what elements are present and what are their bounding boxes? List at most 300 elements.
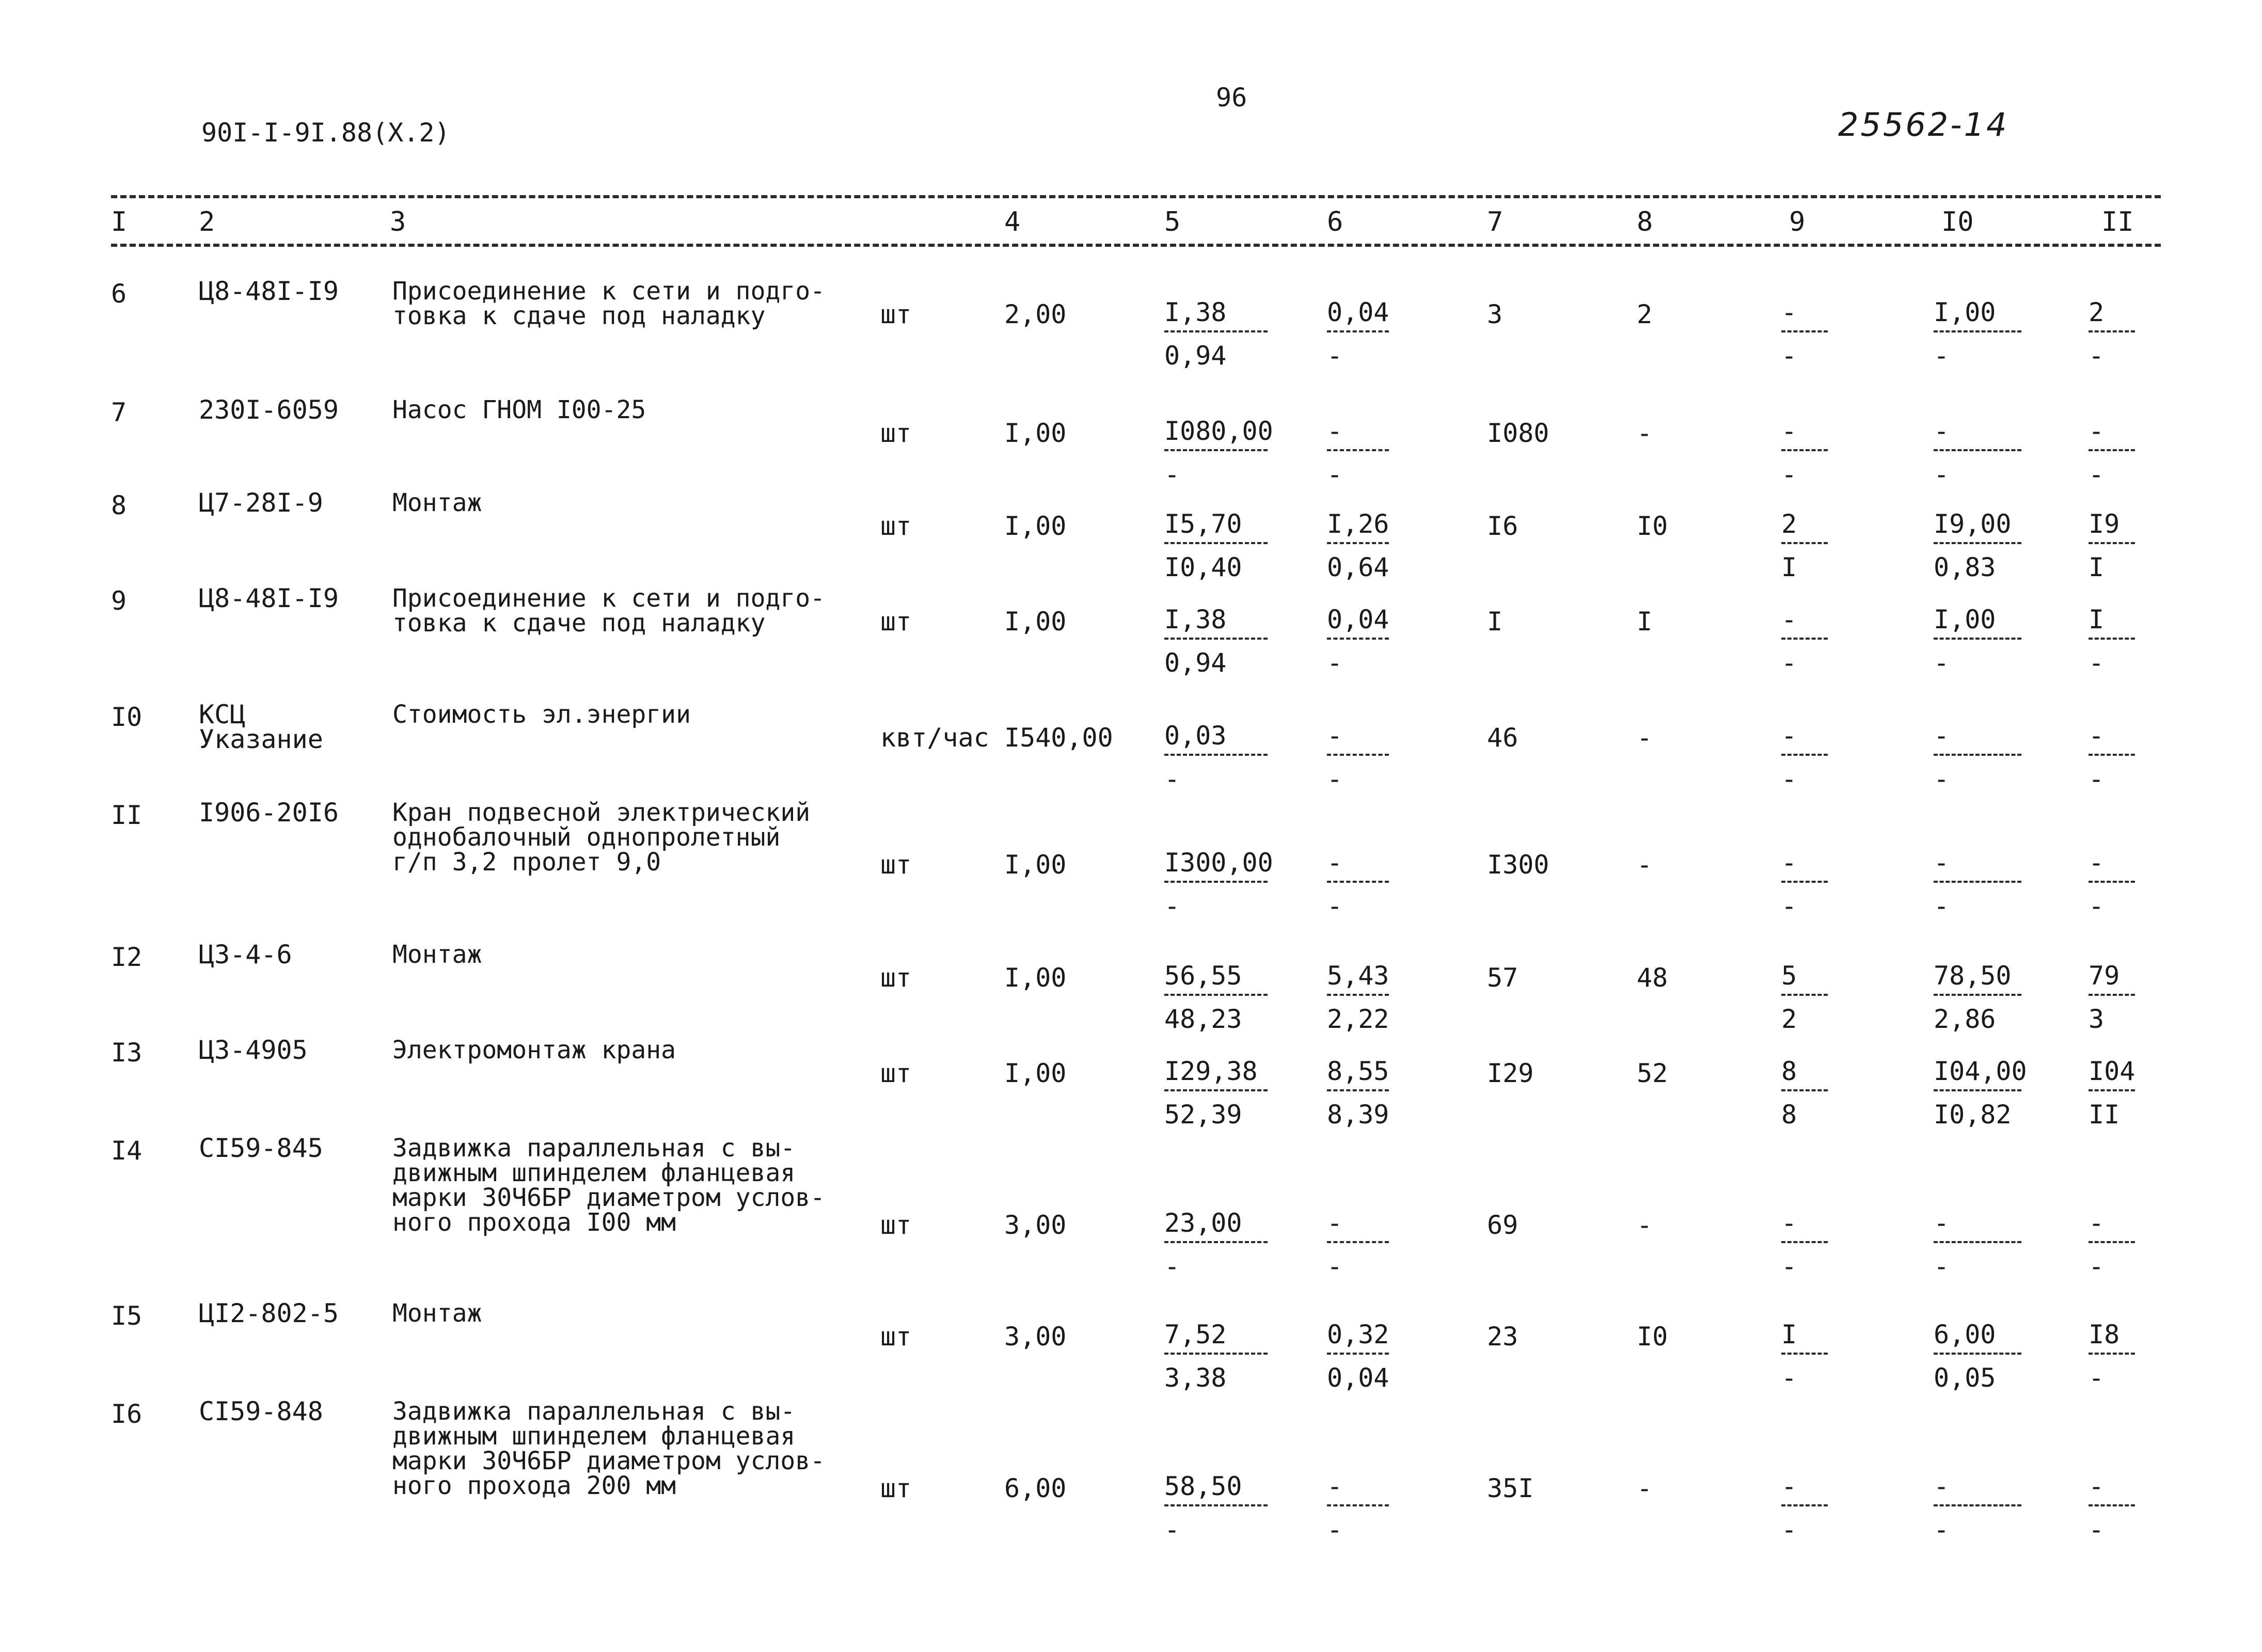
machine-total-denominator: - [1781,459,1797,489]
price-code: 230I-6059 [199,395,339,425]
machine-total-numerator: I [1781,1320,1797,1349]
machine-total [1781,1470,1828,1546]
unit-cost-denominator: 48,23 [1164,1004,1242,1034]
row-number: II [111,800,143,830]
machine-total-numerator: - [1781,721,1797,751]
column-header: I0 [1941,206,1974,237]
labor-total-bar [2089,638,2135,640]
column-header: 6 [1327,206,1343,237]
total-cost: I080 [1487,418,1549,448]
machine-cost-bar [1327,1089,1389,1091]
labor-unit-denominator: - [1934,891,1950,921]
work-description: Стоимость эл.энергии [392,700,691,729]
table-row [0,702,2262,811]
labor-unit [1934,296,2021,372]
labor-unit-denominator: I0,82 [1934,1100,2012,1130]
labor-total-numerator: 79 [2089,961,2120,991]
labor-unit-numerator: I9,00 [1934,509,2012,539]
machine-total-numerator: - [1781,416,1797,446]
unit-cost-denominator: 3,38 [1164,1363,1227,1393]
machine-total-numerator: 2 [1781,509,1797,539]
unit-cost [1164,415,1273,490]
labor-unit-numerator: 78,50 [1934,961,2012,991]
machine-cost-numerator: - [1327,1208,1343,1238]
machine-cost-numerator: - [1327,848,1343,878]
machine-total-bar [1781,881,1828,883]
machine-total-bar [1781,330,1828,332]
machine-total-numerator: - [1781,1208,1797,1238]
quantity: I,00 [1004,418,1067,448]
machine-total [1781,1207,1828,1282]
work-description: Задвижка параллельная с вы- движным шпинделем фланцевая марки 30Ч6БР диаметром услов- ного прохода 200 мм [392,1397,826,1500]
total-cost: 3 [1487,299,1503,329]
unit-cost [1164,960,1268,1035]
row-number: I4 [111,1136,143,1166]
labor-unit-bar [1934,1353,2021,1355]
row-number: 9 [111,586,127,616]
machine-total-denominator: - [1781,341,1797,371]
unit-cost-bar [1164,638,1268,640]
labor-total-bar [2089,1089,2135,1091]
labor-total-numerator: - [2089,848,2105,878]
labor-total [2089,1207,2135,1282]
labor-unit-denominator: - [1934,1251,1950,1281]
labor-total-bar [2089,1353,2135,1355]
machine-total-numerator: - [1781,605,1797,634]
price-code: ЦI2-802-5 [199,1298,339,1328]
labor-total-bar [2089,994,2135,996]
unit: шт [880,418,912,448]
table-row [0,490,2262,599]
machine-cost-denominator: - [1327,1251,1343,1281]
total-cost: 35I [1487,1473,1534,1503]
price-code: CI59-848 [199,1396,323,1426]
machine-cost-denominator: - [1327,891,1343,921]
price-code: Ц3-4905 [199,1035,308,1065]
column-header: 7 [1487,206,1504,237]
labor-unit [1934,720,2021,795]
labor-total-denominator: 3 [2089,1004,2105,1034]
wage-total: - [1637,850,1653,880]
labor-unit-denominator: - [1934,1515,1950,1545]
column-header: 5 [1164,206,1181,237]
quantity: 2,00 [1004,299,1067,329]
quantity: I,00 [1004,607,1067,637]
work-description: Присоединение к сети и подго- товка к сдаче под наладку [392,584,826,638]
wage-total: - [1637,1210,1653,1240]
total-cost: I29 [1487,1058,1534,1088]
work-description: Насос ГНОМ I00-25 [392,395,646,424]
unit-cost-bar [1164,1504,1268,1506]
labor-total-bar [2089,542,2135,544]
unit-cost [1164,1055,1268,1131]
price-code: Ц8-48I-I9 [199,276,339,306]
labor-unit [1934,960,2021,1035]
labor-total-numerator: - [2089,721,2105,751]
unit-cost-numerator: I,38 [1164,605,1227,634]
machine-total [1781,603,1828,679]
labor-total-denominator: - [2089,1251,2105,1281]
table-row [0,942,2262,1051]
machine-total-numerator: - [1781,848,1797,878]
machine-total [1781,415,1828,490]
row-number: I0 [111,702,143,732]
row-number: I3 [111,1038,143,1068]
quantity: I,00 [1004,850,1067,880]
table-row [0,583,2262,694]
column-header: I [111,206,128,237]
machine-cost-denominator: 2,22 [1327,1004,1389,1034]
unit-cost-denominator: - [1164,764,1180,794]
row-number: I6 [111,1399,143,1429]
labor-unit-bar [1934,638,2021,640]
machine-cost-numerator: - [1327,416,1343,446]
machine-total-bar [1781,1353,1828,1355]
machine-total-bar [1781,1089,1828,1091]
unit-cost-denominator: - [1164,1515,1180,1545]
unit-cost [1164,296,1268,372]
wage-total: I0 [1637,1322,1668,1352]
machine-cost [1327,1470,1389,1546]
machine-total-bar [1781,1241,1828,1243]
machine-total-denominator: - [1781,648,1797,678]
unit-cost-denominator: I0,40 [1164,552,1242,582]
machine-cost-bar [1327,330,1389,332]
price-code: I906-20I6 [199,798,339,828]
machine-cost-numerator: - [1327,721,1343,751]
total-cost: I300 [1487,850,1549,880]
unit-cost-denominator: 0,94 [1164,648,1227,678]
machine-cost-denominator: - [1327,459,1343,489]
machine-cost [1327,1207,1389,1282]
table-row [0,395,2262,506]
row-number: 8 [111,490,127,520]
column-header: 3 [390,206,406,237]
labor-unit [1934,1207,2021,1282]
labor-total-numerator: - [2089,1208,2105,1238]
machine-cost-bar [1327,638,1389,640]
machine-total-numerator: 5 [1781,961,1797,991]
labor-unit-numerator: - [1934,1208,1950,1238]
machine-cost-bar [1327,754,1389,756]
machine-cost [1327,415,1389,490]
labor-unit-denominator: 0,83 [1934,552,1996,582]
unit-cost-numerator: I5,70 [1164,509,1242,539]
unit-cost-numerator: I29,38 [1164,1056,1258,1086]
total-cost: 46 [1487,723,1518,753]
work-description: Монтаж [392,488,482,517]
labor-total [2089,415,2135,490]
labor-total-denominator: - [2089,648,2105,678]
column-header: 4 [1004,206,1021,237]
unit: шт [880,607,912,637]
machine-total-numerator: 8 [1781,1056,1797,1086]
machine-cost-denominator: 8,39 [1327,1100,1389,1130]
unit-cost-denominator: 52,39 [1164,1100,1242,1130]
machine-total-bar [1781,754,1828,756]
machine-cost [1327,1055,1389,1131]
machine-total [1781,296,1828,372]
labor-total [2089,960,2135,1035]
machine-cost-numerator: 0,32 [1327,1320,1389,1349]
unit-cost-numerator: I,38 [1164,297,1227,327]
unit-cost-denominator: - [1164,459,1180,489]
labor-total-numerator: 2 [2089,297,2105,327]
labor-total-denominator: - [2089,764,2105,794]
machine-total-denominator: - [1781,891,1797,921]
total-cost: 23 [1487,1322,1518,1352]
quantity: 3,00 [1004,1210,1067,1240]
handwritten-number: 25562-14 [1838,106,2009,144]
price-code: КСЦ Указание [199,700,323,754]
document-code: 90I-I-9I.88(X.2) [201,118,450,148]
unit-cost [1164,847,1273,922]
labor-total-bar [2089,330,2135,332]
price-code: Ц3-4-6 [199,940,292,970]
labor-unit-denominator: - [1934,341,1950,371]
unit: шт [880,963,912,993]
labor-total-numerator: I04 [2089,1056,2136,1086]
work-description: Кран подвесной электрический однобалочный однопролетный г/п 3,2 пролет 9,0 [392,798,811,877]
machine-cost [1327,720,1389,795]
table-row [0,1035,2262,1146]
machine-cost-denominator: - [1327,341,1343,371]
unit: шт [880,1058,912,1088]
unit: квт/час [880,723,989,753]
labor-total-numerator: - [2089,416,2105,446]
machine-cost [1327,603,1389,679]
total-cost: 57 [1487,963,1518,993]
unit-cost-bar [1164,449,1268,451]
labor-total [2089,603,2135,679]
table-row [0,1396,2262,1545]
machine-total [1781,1055,1828,1131]
quantity: I,00 [1004,963,1067,993]
unit: шт [880,299,912,329]
machine-cost-bar [1327,994,1389,996]
unit: шт [880,850,912,880]
unit-cost [1164,720,1268,795]
labor-total-denominator: - [2089,891,2105,921]
column-header: 2 [199,206,215,237]
machine-cost-bar [1327,881,1389,883]
work-description: Присоединение к сети и подго- товка к сдаче под наладку [392,277,826,330]
column-header: 8 [1637,206,1653,237]
unit-cost-numerator: 56,55 [1164,961,1242,991]
total-cost: I [1487,607,1503,637]
labor-unit-denominator: 0,05 [1934,1363,1996,1393]
work-description: Монтаж [392,1299,482,1328]
unit-cost-denominator: - [1164,1251,1180,1281]
machine-total [1781,847,1828,922]
labor-total-denominator: - [2089,1515,2105,1545]
labor-unit [1934,603,2021,679]
table-row [0,1133,2262,1281]
labor-unit-denominator: 2,86 [1934,1004,1996,1034]
wage-total: - [1637,1473,1653,1503]
unit-cost [1164,603,1268,679]
unit-cost-numerator: I300,00 [1164,848,1273,878]
labor-total-bar [2089,1504,2135,1506]
labor-total [2089,508,2135,583]
labor-unit [1934,415,2021,490]
unit-cost-bar [1164,1353,1268,1355]
unit-cost-denominator: - [1164,891,1180,921]
machine-cost-bar [1327,1504,1389,1506]
machine-total-bar [1781,638,1828,640]
machine-total-denominator: - [1781,1363,1797,1393]
labor-unit-bar [1934,881,2021,883]
labor-total-denominator: - [2089,341,2105,371]
labor-total-denominator: - [2089,1363,2105,1393]
machine-total [1781,720,1828,795]
wage-total: 48 [1637,963,1668,993]
header-top-rule [111,195,2161,198]
wage-total: - [1637,723,1653,753]
labor-unit [1934,847,2021,922]
labor-unit-denominator: - [1934,648,1950,678]
unit-cost [1164,1207,1268,1282]
unit-cost [1164,1319,1268,1394]
row-number: I5 [111,1301,143,1331]
machine-cost-denominator: - [1327,1515,1343,1545]
unit-cost [1164,1470,1268,1546]
unit-cost-numerator: 58,50 [1164,1471,1242,1501]
labor-unit-bar [1934,1089,2021,1091]
machine-cost-numerator: 0,04 [1327,297,1389,327]
quantity: 6,00 [1004,1473,1067,1503]
machine-cost-denominator: - [1327,764,1343,794]
labor-unit-bar [1934,754,2021,756]
labor-unit-bar [1934,449,2021,451]
unit-cost-bar [1164,1241,1268,1243]
work-description: Задвижка параллельная с вы- движным шпинделем фланцевая марки 30Ч6БР диаметром услов- ного прохода I00 мм [392,1134,826,1237]
machine-cost [1327,960,1389,1035]
wage-total: I0 [1637,511,1668,541]
labor-total-bar [2089,1241,2135,1243]
machine-total-numerator: - [1781,297,1797,327]
table-row [0,276,2262,387]
table-row [0,1298,2262,1409]
labor-unit [1934,1470,2021,1546]
quantity: I,00 [1004,1058,1067,1088]
machine-cost-bar [1327,542,1389,544]
labor-total-bar [2089,449,2135,451]
total-cost: I6 [1487,511,1518,541]
labor-total [2089,847,2135,922]
price-code: Ц8-48I-I9 [199,583,339,613]
labor-unit-numerator: 6,00 [1934,1320,1996,1349]
unit: шт [880,1473,912,1503]
machine-total [1781,960,1828,1035]
unit-cost-numerator: 7,52 [1164,1320,1227,1349]
machine-total [1781,508,1828,583]
labor-unit-denominator: - [1934,764,1950,794]
labor-total-denominator: - [2089,459,2105,489]
labor-total [2089,1319,2135,1394]
labor-total-numerator: I [2089,605,2105,634]
labor-unit [1934,1319,2021,1394]
machine-cost-numerator: 5,43 [1327,961,1389,991]
labor-unit [1934,508,2021,583]
unit-cost-bar [1164,994,1268,996]
machine-cost-bar [1327,1241,1389,1243]
labor-unit-bar [1934,1241,2021,1243]
quantity: I540,00 [1004,723,1113,753]
machine-cost-bar [1327,449,1389,451]
machine-total-bar [1781,449,1828,451]
machine-total-denominator: 8 [1781,1100,1797,1130]
wage-total: - [1637,418,1653,448]
labor-unit-bar [1934,542,2021,544]
labor-total-numerator: - [2089,1471,2105,1501]
labor-total-denominator: I [2089,552,2105,582]
machine-total-denominator: - [1781,1251,1797,1281]
labor-unit-numerator: - [1934,416,1950,446]
quantity: 3,00 [1004,1322,1067,1352]
quantity: I,00 [1004,511,1067,541]
machine-cost-denominator: 0,04 [1327,1363,1389,1393]
machine-cost [1327,1319,1389,1394]
machine-cost-numerator: 0,04 [1327,605,1389,634]
labor-unit-numerator: I04,00 [1934,1056,2027,1086]
machine-cost [1327,296,1389,372]
labor-unit-numerator: - [1934,1471,1950,1501]
machine-total-denominator: 2 [1781,1004,1797,1034]
wage-total: I [1637,607,1653,637]
machine-total-denominator: - [1781,764,1797,794]
machine-total-bar [1781,994,1828,996]
labor-total-denominator: II [2089,1100,2120,1130]
price-code: CI59-845 [199,1133,323,1163]
unit: шт [880,1322,912,1352]
labor-unit-denominator: - [1934,459,1950,489]
work-description: Электромонтаж крана [392,1036,676,1065]
machine-cost-numerator: 8,55 [1327,1056,1389,1086]
table-row [0,798,2262,921]
unit-cost-numerator: I080,00 [1164,416,1273,446]
labor-unit-bar [1934,994,2021,996]
machine-cost [1327,508,1389,583]
unit: шт [880,1210,912,1240]
machine-total-bar [1781,542,1828,544]
machine-cost-numerator: - [1327,1471,1343,1501]
labor-unit-numerator: - [1934,721,1950,751]
price-code: Ц7-28I-9 [199,488,323,518]
row-number: 7 [111,398,127,427]
unit-cost-bar [1164,1089,1268,1091]
wage-total: 52 [1637,1058,1668,1088]
unit-cost-bar [1164,754,1268,756]
machine-total [1781,1319,1828,1394]
machine-cost-denominator: 0,64 [1327,552,1389,582]
row-number: I2 [111,942,143,972]
unit-cost-numerator: 0,03 [1164,721,1227,751]
unit-cost-bar [1164,881,1268,883]
labor-unit-numerator: I,00 [1934,297,1996,327]
machine-total-denominator: I [1781,552,1797,582]
labor-total [2089,720,2135,795]
unit: шт [880,511,912,541]
machine-cost-denominator: - [1327,648,1343,678]
row-number: 6 [111,279,127,309]
machine-total-bar [1781,1504,1828,1506]
labor-unit [1934,1055,2027,1131]
unit-cost-bar [1164,542,1268,544]
unit-cost-numerator: 23,00 [1164,1208,1242,1238]
unit-cost-denominator: 0,94 [1164,341,1227,371]
page-number: 96 [1216,83,1247,113]
